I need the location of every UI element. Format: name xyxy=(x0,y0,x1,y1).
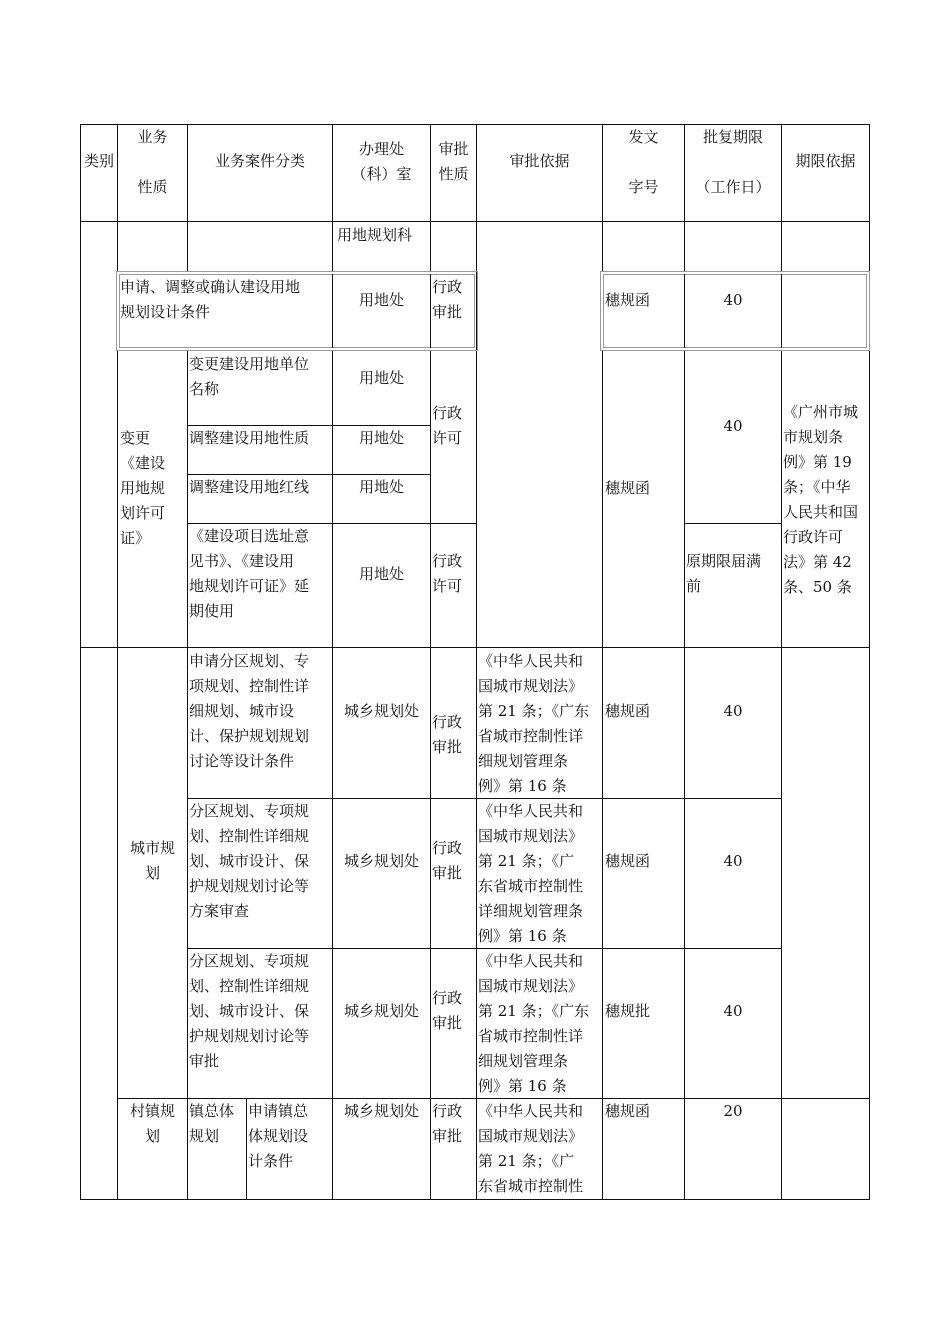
nature-cell: 行政 审批 xyxy=(432,713,463,756)
grid-line xyxy=(781,647,782,1199)
grid-line xyxy=(430,351,431,647)
office-cell: 城乡规划处 xyxy=(343,702,419,720)
limit-cell: 40 xyxy=(723,417,743,435)
header-time-limit: 批复期限 （工作日） xyxy=(695,128,771,196)
grid-line xyxy=(684,523,782,524)
sub-category-cell: 镇总体 规划 xyxy=(189,1102,235,1145)
grid-line xyxy=(430,274,431,348)
case-cell: 申请分区规划、专 项规划、控制性详 细规划、城市设 计、保护规划规划 讨论等设计条件 xyxy=(189,652,310,770)
business-cell: 变更 《建设 用地规 划许可 证》 xyxy=(120,429,166,547)
header-business-nature: 业务 性质 xyxy=(137,128,168,196)
office-cell: 用地处 xyxy=(358,565,404,583)
basis-cell: 《中华人民共和 国城市规划法》 第 21 条；《广东 省城市控制性详 细规划管理条 例》第 16 条 xyxy=(478,952,590,1095)
case-cell: 变更建设用地单位 名称 xyxy=(189,355,310,398)
header-case-type: 业务案件分类 xyxy=(214,152,305,170)
nature-cell: 行政 审批 xyxy=(432,1102,463,1145)
header-office: 办理处 （科）室 xyxy=(351,140,412,183)
office-cell: 用地处 xyxy=(358,478,404,496)
limit-cell: 40 xyxy=(723,702,743,720)
header-divider xyxy=(80,221,870,222)
office-cell: 用地处 xyxy=(358,429,404,447)
case-cell: 分区规划、专项规 划、控制性详细规 划、城市设计、保 护规划规划讨论等 方案审查 xyxy=(189,802,310,920)
grid-line xyxy=(684,351,685,647)
grid-line xyxy=(117,351,118,647)
grid-line xyxy=(781,222,782,272)
limit-cell: 原期限届满 前 xyxy=(686,552,762,595)
limit-cell: 40 xyxy=(723,291,743,309)
basis-cell: 《中华人民共和 国城市规划法》 第 21 条；《广东 省城市控制性详 细规划管理条 例》第 16 条 xyxy=(478,652,590,795)
header-doc-number: 发文 字号 xyxy=(628,128,659,196)
header-limit-basis: 期限依据 xyxy=(795,152,856,170)
grid-line xyxy=(781,351,782,647)
basis-cell: 《中华人民共和 国城市规划法》 第 21 条；《广 东省城市控制性 xyxy=(478,1102,584,1195)
grid-line xyxy=(187,222,188,272)
grid-line xyxy=(332,222,333,272)
grid-line xyxy=(430,647,431,1199)
doc-cell: 穗规函 xyxy=(605,1102,651,1120)
header-category: 类别 xyxy=(83,152,114,170)
case-cell: 调整建设用地红线 xyxy=(189,478,310,496)
business-cell: 城市规 划 xyxy=(129,839,175,882)
office-cell: 用地处 xyxy=(358,369,404,387)
table-border-bottom xyxy=(80,1199,870,1200)
case-cell: 申请、调整或确认建设用地 规划设计条件 xyxy=(120,278,301,321)
nature-cell: 行政 审批 xyxy=(432,989,463,1032)
grid-line xyxy=(246,1098,247,1199)
limit-cell: 40 xyxy=(723,852,743,870)
doc-cell: 穗规批 xyxy=(605,1002,651,1020)
limit-cell: 40 xyxy=(723,1002,743,1020)
case-cell: 《建设项目选址意 见书》、《建设用 地规划许可证》延 期使用 xyxy=(189,527,310,620)
limit-cell: 20 xyxy=(723,1102,743,1120)
grid-line xyxy=(781,274,782,348)
grid-line xyxy=(80,647,870,648)
doc-cell: 穗规函 xyxy=(605,479,651,497)
grid-line xyxy=(602,222,603,272)
basis-cell: 《中华人民共和 国城市规划法》 第 21 条；《广 东省城市控制性 详细规划管理条 例》第 16 条 xyxy=(478,802,584,945)
case-cell: 申请镇总 体规划设 计条件 xyxy=(248,1102,309,1170)
limit-basis-cell: 《广州市城 市规划条 例》第 19 条；《中华 人民共和国 行政许可 法》第 42 条、50 条 xyxy=(783,403,859,596)
grid-line xyxy=(684,222,685,272)
header-approval-nature: 审批 性质 xyxy=(438,140,469,183)
case-cell: 调整建设用地性质 xyxy=(189,429,310,447)
grid-line xyxy=(602,351,603,647)
nature-cell: 行政 许可 xyxy=(432,404,463,447)
office-cell: 用地处 xyxy=(358,291,404,309)
grid-line xyxy=(117,222,118,272)
grid-line xyxy=(430,222,431,272)
doc-cell: 穗规函 xyxy=(605,702,651,720)
doc-cell: 穗规函 xyxy=(605,852,651,870)
case-cell: 分区规划、专项规 划、控制性详细规 划、城市设计、保 护规划规划讨论等 审批 xyxy=(189,952,310,1070)
nature-cell: 行政 许可 xyxy=(432,552,463,595)
office-cell: 城乡规划处 xyxy=(343,1002,419,1020)
nature-cell: 行政 审批 xyxy=(432,278,463,321)
business-cell: 村镇规 划 xyxy=(129,1102,175,1145)
grid-line xyxy=(187,647,188,1199)
nature-cell: 行政 审批 xyxy=(432,839,463,882)
grid-line xyxy=(187,351,188,647)
office-cell: 城乡规划处 xyxy=(343,852,419,870)
grid-line xyxy=(476,647,477,1199)
office-cell: 用地规划科 xyxy=(337,226,413,244)
grid-line xyxy=(602,647,603,1199)
doc-cell: 穗规函 xyxy=(605,291,651,309)
table-border-left xyxy=(80,124,81,1200)
header-basis: 审批依据 xyxy=(509,152,570,170)
office-cell: 城乡规划处 xyxy=(343,1102,419,1120)
